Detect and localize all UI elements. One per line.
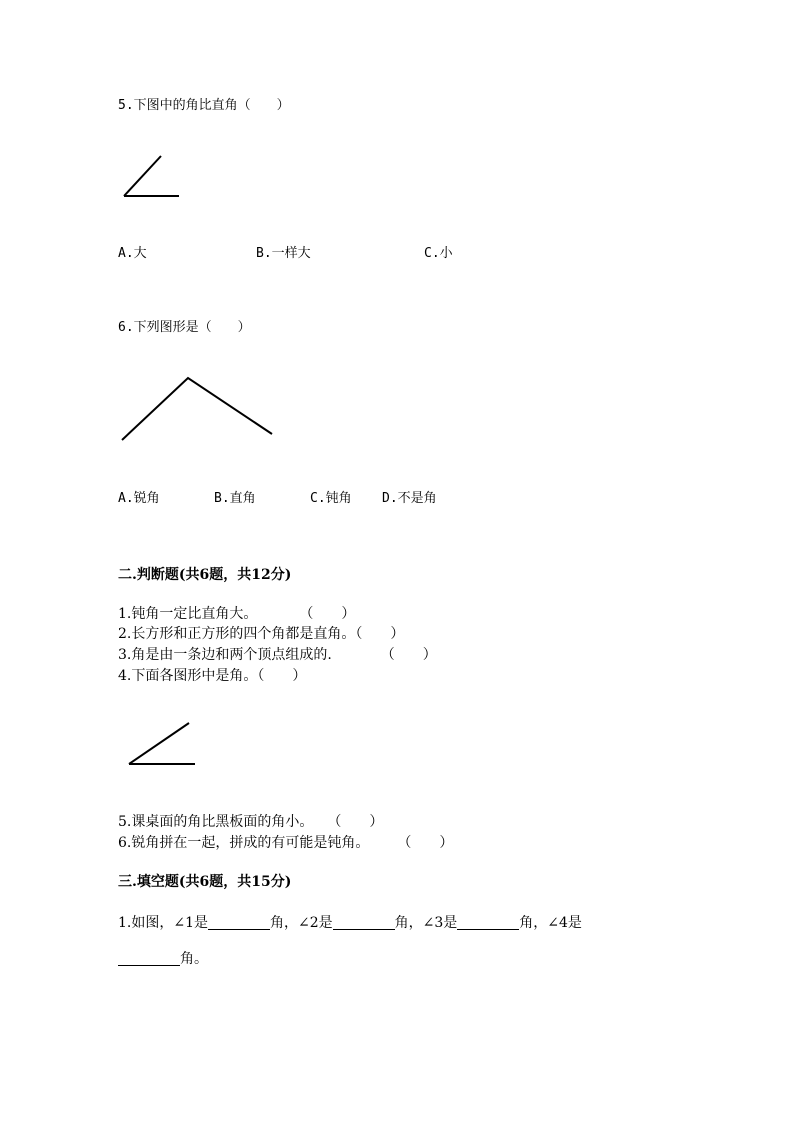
q6-obtuse-figure (116, 372, 286, 452)
fill-q1-line1 (118, 914, 582, 932)
fill-blank-3[interactable] (457, 915, 519, 930)
judge-item-6: 6.锐角拼在一起，拼成的有可能是钝角。 （ ） (118, 835, 454, 851)
fill-q1-text-3: 角，∠3是 (394, 915, 458, 931)
section2-title: 二.判断题(共6题，共12分) (118, 567, 292, 583)
section3-title: 三.填空题(共6题，共15分) (118, 874, 292, 890)
q6-stem: 6.下列图形是（ ） (118, 320, 251, 335)
q5-option-a[interactable]: A.大 (118, 246, 147, 261)
fill-q1-text-4: 角，∠4是 (519, 915, 582, 931)
fill-q1-text-1: 1.如图，∠1是 (118, 915, 208, 931)
q5-angle-figure (118, 150, 188, 210)
fill-q1-text-5: 角。 (180, 951, 208, 967)
judge-item-2: 2.长方形和正方形的四个角都是直角。（ ） (118, 626, 405, 642)
q6-option-c[interactable]: C.钝角 (310, 491, 352, 506)
q5-option-b[interactable]: B.一样大 (256, 246, 311, 261)
judge-item-3: 3.角是由一条边和两个顶点组成的. （ ） (118, 647, 437, 663)
fill-blank-2[interactable] (333, 915, 395, 930)
judge-item-1: 1.钝角一定比直角大。 （ ） (118, 606, 356, 622)
q6-option-b[interactable]: B.直角 (214, 491, 256, 506)
judge-item-4: 4.下面各图形中是角。（ ） (118, 668, 307, 684)
q6-option-d[interactable]: D.不是角 (382, 491, 437, 506)
fill-q1-text-2: 角，∠2是 (270, 915, 333, 931)
fill-q1-line2 (118, 950, 208, 968)
judge-angle-figure (124, 718, 204, 774)
judge-item-5: 5.课桌面的角比黑板面的角小。 （ ） (118, 814, 384, 830)
q6-option-a[interactable]: A.锐角 (118, 491, 160, 506)
q5-option-c[interactable]: C.小 (424, 246, 453, 261)
fill-blank-4[interactable] (118, 951, 180, 966)
fill-blank-1[interactable] (208, 915, 270, 930)
q5-stem: 5.下图中的角比直角（ ） (118, 98, 290, 113)
